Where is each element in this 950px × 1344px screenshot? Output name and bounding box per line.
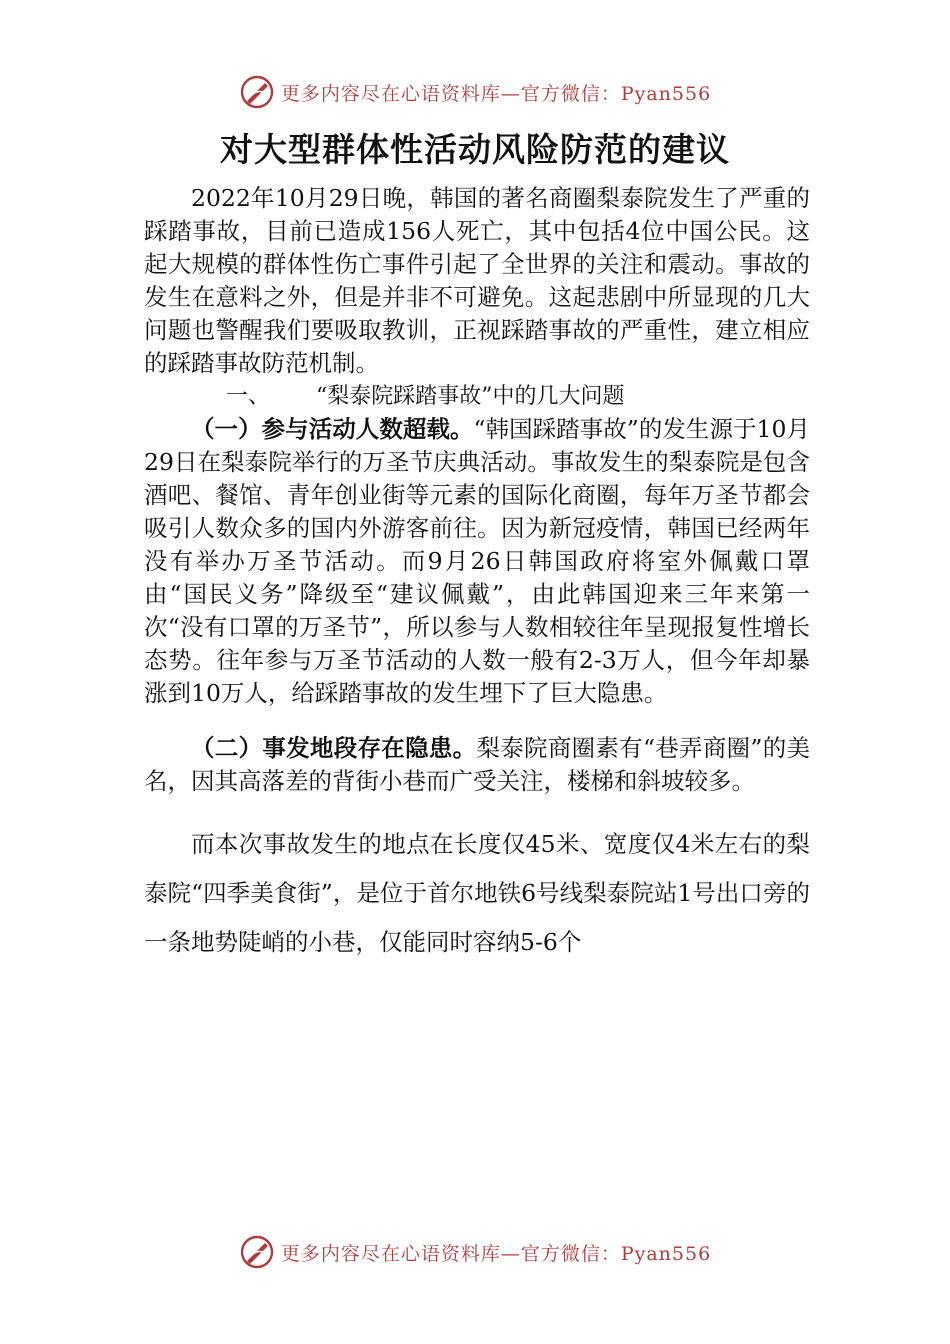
paragraph-gap [144,710,810,732]
section-number: 一、 [226,384,271,409]
document-body [144,182,810,967]
section-title: “梨泰院踩踏事故”中的几大问题 [316,384,625,409]
point-two-text: 梨泰院商圈素有“巷弄商圈”的美名，因其高落差的背街小巷而广受关注，楼梯和斜坡较多。 [144,734,811,795]
intro-paragraph: 2022年10月29日晚，韩国的著名商圈梨泰院发生了严重的踩踏事故，目前已造成156人死亡，其中包括4位中国公民。这起大规模的群体性伤亡事件引起了全世界的关注和震动。事故的发生在意料之外，但是并非不可避免。这起悲剧中所显现的几大问题也警醒我们要吸取教训，正视踩踏事故的严重性，建立相应的踩踏事故防范机制。 [144,184,810,377]
footer-watermark [0,1232,950,1272]
pen-logo-icon [239,74,275,110]
watermark-text: 更多内容尽在心语资料库—官方微信：Pyan556 [280,82,712,105]
point-one-text: “韩国踩踏事故”的发生源于10月29日在梨泰院举行的万圣节庆典活动。事故发生的梨泰院是包含酒吧、餐馆、青年创业街等元素的国际化商圈，每年万圣节都会吸引人数众多的国内外游客前往。因为新冠疫情，韩国已经两年没有举办万圣节活动。而9月26日韩国政府将室外佩戴口罩由“国民义务”降级至“建议佩戴”，由此韩国迎来三年来第一次“没有口罩的万圣节”，所以参与人数相较往年呈现报复性增长态势。往年参与万圣节活动的人数一般有2-3万人，但今年却暴涨到10万人，给踩踏事故的发生埋下了巨大隐患。 [144,415,811,707]
point-one-lead: （一）参与活动人数超载。 [191,415,474,443]
pen-logo-icon [239,1234,275,1270]
point-two-lead: （二）事发地段存在隐患。 [191,734,477,762]
location-paragraph: 而本次事故发生的地点在长度仅45米、宽度仅4米左右的梨泰院“四季美食街”，是位于首尔地铁6号线梨泰院站1号出口旁的一条地势陡峭的小巷，仅能同时容纳5-6个 [144,830,810,956]
paragraph-gap [144,798,810,820]
point-two-paragraph [144,732,810,798]
watermark-text: 更多内容尽在心语资料库—官方微信：Pyan556 [280,1242,712,1265]
section-heading [144,380,810,413]
document-title: 对大型群体性活动风险防范的建议 [220,130,730,169]
point-one-paragraph [144,413,810,710]
header-watermark [0,72,950,112]
